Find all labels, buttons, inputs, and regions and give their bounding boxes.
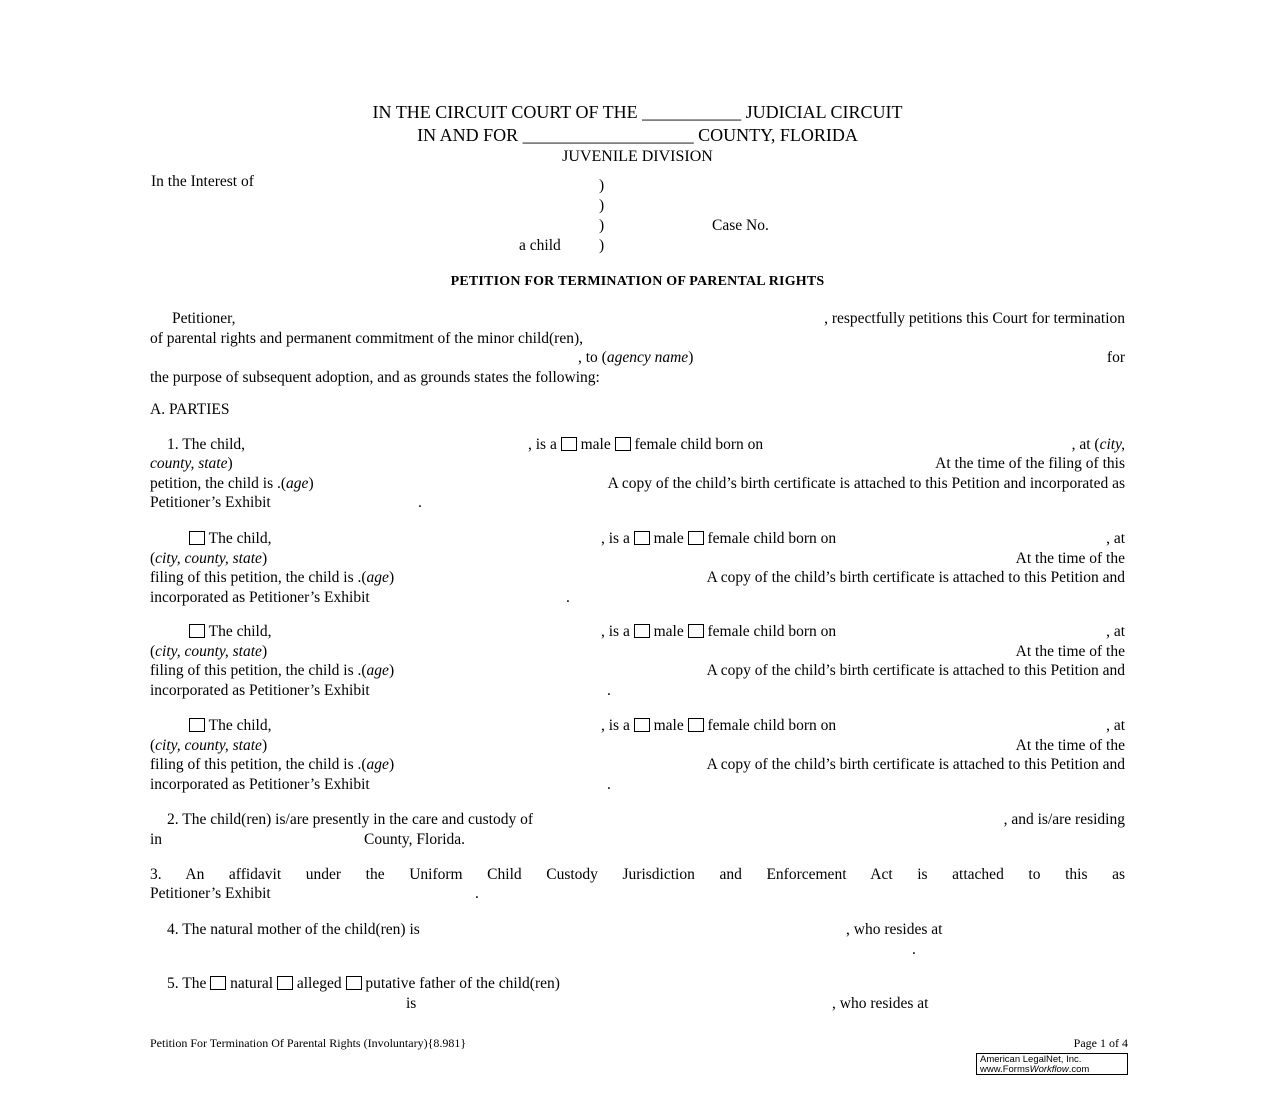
item2-in: in xyxy=(150,831,163,848)
child1-label: 1. The child, xyxy=(167,436,246,453)
caption-paren: ) xyxy=(599,217,605,234)
child1-period: . xyxy=(418,494,422,511)
petitioner-label: Petitioner, xyxy=(172,310,236,327)
child-gender: , is a male female child born on xyxy=(601,530,837,547)
child1-at-city: , at (city, xyxy=(1071,436,1125,453)
document-title: PETITION FOR TERMINATION OF PARENTAL RIGHTS xyxy=(450,274,825,289)
item3-period: . xyxy=(475,885,479,902)
child-period: . xyxy=(607,776,611,793)
child-label: The child, xyxy=(189,531,271,547)
child1-copy: A copy of the child’s birth certificate is attached to this Petition and incorporated as xyxy=(607,475,1125,492)
child1-county-state: county, state) xyxy=(150,455,233,472)
alleged-checkbox[interactable] xyxy=(277,976,293,990)
female-checkbox[interactable] xyxy=(615,437,631,451)
natural-checkbox[interactable] xyxy=(210,976,226,990)
caption-paren: ) xyxy=(599,237,605,254)
item4-resides: , who resides at xyxy=(846,921,943,938)
item2-custody: 2. The child(ren) is/are presently in the care and custody of xyxy=(167,811,533,828)
caption-paren: ) xyxy=(599,197,605,214)
publisher-logo: American LegalNet, Inc. www.FormsWorkflow.com xyxy=(976,1053,1128,1075)
child-checkbox[interactable] xyxy=(189,531,205,545)
child-checkbox[interactable] xyxy=(189,718,205,732)
item4-mother: 4. The natural mother of the child(ren) is xyxy=(167,921,420,938)
intro-line2: of parental rights and permanent commitment of the minor child(ren), xyxy=(150,330,584,347)
child-label: The child, xyxy=(189,624,271,640)
court-division: JUVENILE DIVISION xyxy=(562,148,713,165)
intro-line4: the purpose of subsequent adoption, and as grounds states the following: xyxy=(150,369,600,386)
child-at: , at xyxy=(1106,530,1125,547)
child-period: . xyxy=(607,682,611,699)
child-label: The child, xyxy=(189,718,271,734)
child1-at-time: At the time of the filing of this xyxy=(935,455,1125,472)
footer-form-name: Petition For Termination Of Parental Rights (Involuntary){8.981} xyxy=(150,1036,467,1050)
item5-is: is xyxy=(406,995,417,1012)
item2-residing: , and is/are residing xyxy=(1003,811,1125,828)
child-city: (city, county, state) xyxy=(150,643,268,660)
female-checkbox[interactable] xyxy=(688,624,704,638)
child-copy: A copy of the child’s birth certificate is attached to this Petition and xyxy=(706,756,1125,773)
a-child-label: a child xyxy=(519,237,561,254)
child-city: (city, county, state) xyxy=(150,737,268,754)
male-checkbox[interactable] xyxy=(634,624,650,638)
child-gender: , is a male female child born on xyxy=(601,623,837,640)
child-age: filing of this petition, the child is .(age) xyxy=(150,569,395,586)
child-at-time: At the time of the xyxy=(1015,737,1125,754)
item4-period: . xyxy=(912,941,916,958)
child1-gender: , is a male female child born on xyxy=(528,436,764,453)
child-exhibit: incorporated as Petitioner’s Exhibit xyxy=(150,682,370,699)
intro-for: for xyxy=(1106,349,1125,366)
child1-exhibit: Petitioner’s Exhibit xyxy=(150,494,271,511)
item3-affidavit: 3. An affidavit under the Uniform Child Custody Jurisdiction and Enforcement Act is attached to this as xyxy=(150,866,1125,883)
case-number-label: Case No. xyxy=(712,217,769,234)
court-header-line1: IN THE CIRCUIT COURT OF THE ___________ JUDICIAL CIRCUIT xyxy=(372,102,903,122)
in-the-interest-of: In the Interest of xyxy=(151,173,254,190)
child-age: filing of this petition, the child is .(age) xyxy=(150,662,395,679)
child-city: (city, county, state) xyxy=(150,550,268,567)
court-header-line2: IN AND FOR ___________________ COUNTY, FLORIDA xyxy=(417,125,858,145)
child-at-time: At the time of the xyxy=(1015,643,1125,660)
item5-resides: , who resides at xyxy=(832,995,929,1012)
female-checkbox[interactable] xyxy=(688,531,704,545)
male-checkbox[interactable] xyxy=(634,718,650,732)
child-age: filing of this petition, the child is .(age) xyxy=(150,756,395,773)
child-at: , at xyxy=(1106,623,1125,640)
item3-exhibit: Petitioner’s Exhibit xyxy=(150,885,271,902)
male-checkbox[interactable] xyxy=(634,531,650,545)
child-exhibit: incorporated as Petitioner’s Exhibit xyxy=(150,776,370,793)
child-checkbox[interactable] xyxy=(189,624,205,638)
child-exhibit: incorporated as Petitioner’s Exhibit xyxy=(150,589,370,606)
child-period: . xyxy=(566,589,570,606)
child1-age: petition, the child is .(age) xyxy=(150,475,314,492)
item2-county: County, Florida. xyxy=(364,831,466,848)
female-checkbox[interactable] xyxy=(688,718,704,732)
caption-paren: ) xyxy=(599,177,605,194)
putative-checkbox[interactable] xyxy=(346,976,362,990)
footer-page-number: Page 1 of 4 xyxy=(1073,1036,1128,1050)
child-copy: A copy of the child’s birth certificate is attached to this Petition and xyxy=(706,662,1125,679)
child-at: , at xyxy=(1106,717,1125,734)
intro-agency: , to (agency name) xyxy=(578,349,694,366)
section-a-heading: A. PARTIES xyxy=(150,401,230,418)
child-gender: , is a male female child born on xyxy=(601,717,837,734)
intro-respectfully: , respectfully petitions this Court for termination xyxy=(824,310,1125,327)
child-at-time: At the time of the xyxy=(1015,550,1125,567)
male-checkbox[interactable] xyxy=(561,437,577,451)
child-copy: A copy of the child’s birth certificate is attached to this Petition and xyxy=(706,569,1125,586)
item5-father: 5. The natural alleged putative father of the child(ren) xyxy=(167,975,560,992)
